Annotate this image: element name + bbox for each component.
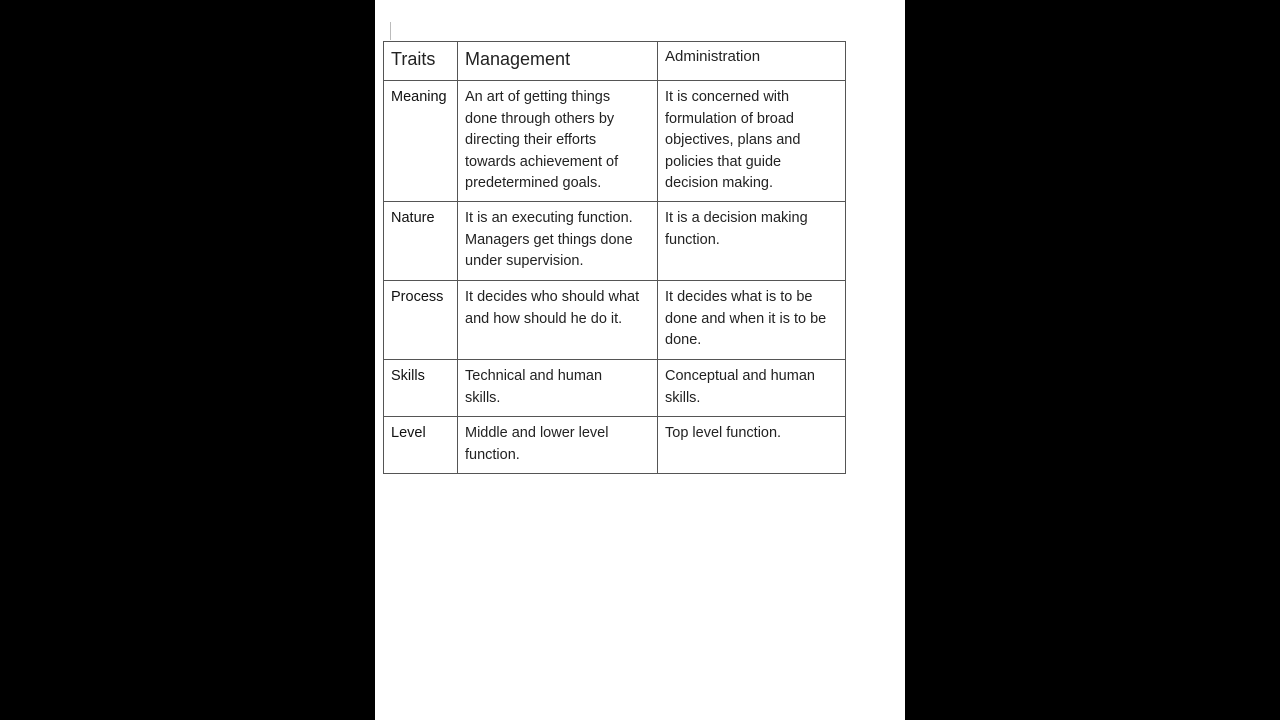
table-row bbox=[384, 202, 846, 281]
trait-cell: Nature bbox=[384, 202, 458, 281]
administration-cell: Top level function. bbox=[658, 417, 846, 474]
administration-cell: It decides what is to be done and when it is to be done. bbox=[658, 281, 846, 360]
administration-cell: Conceptual and human skills. bbox=[658, 360, 846, 417]
management-cell: Technical and human skills. bbox=[458, 360, 658, 417]
trait-cell: Level bbox=[384, 417, 458, 474]
management-cell: Middle and lower level function. bbox=[458, 417, 658, 474]
trait-cell: Skills bbox=[384, 360, 458, 417]
header-management: Management bbox=[458, 42, 658, 81]
comparison-table bbox=[383, 41, 846, 474]
header-traits: Traits bbox=[384, 42, 458, 81]
header-administration: Administration bbox=[658, 42, 846, 81]
table-row bbox=[384, 281, 846, 360]
trait-cell: Meaning bbox=[384, 81, 458, 202]
table-row bbox=[384, 360, 846, 417]
document-page bbox=[375, 0, 905, 720]
table-row bbox=[384, 81, 846, 202]
management-cell: An art of getting things done through others by directing their efforts towards achievement of predetermined goals. bbox=[458, 81, 658, 202]
table-header-row bbox=[384, 42, 846, 81]
administration-cell: It is concerned with formulation of broad objectives, plans and policies that guide decision making. bbox=[658, 81, 846, 202]
management-cell: It is an executing function. Managers get things done under supervision. bbox=[458, 202, 658, 281]
trait-cell: Process bbox=[384, 281, 458, 360]
administration-cell: It is a decision making function. bbox=[658, 202, 846, 281]
management-cell: It decides who should what and how should he do it. bbox=[458, 281, 658, 360]
table-row bbox=[384, 417, 846, 474]
text-cursor bbox=[390, 22, 391, 40]
